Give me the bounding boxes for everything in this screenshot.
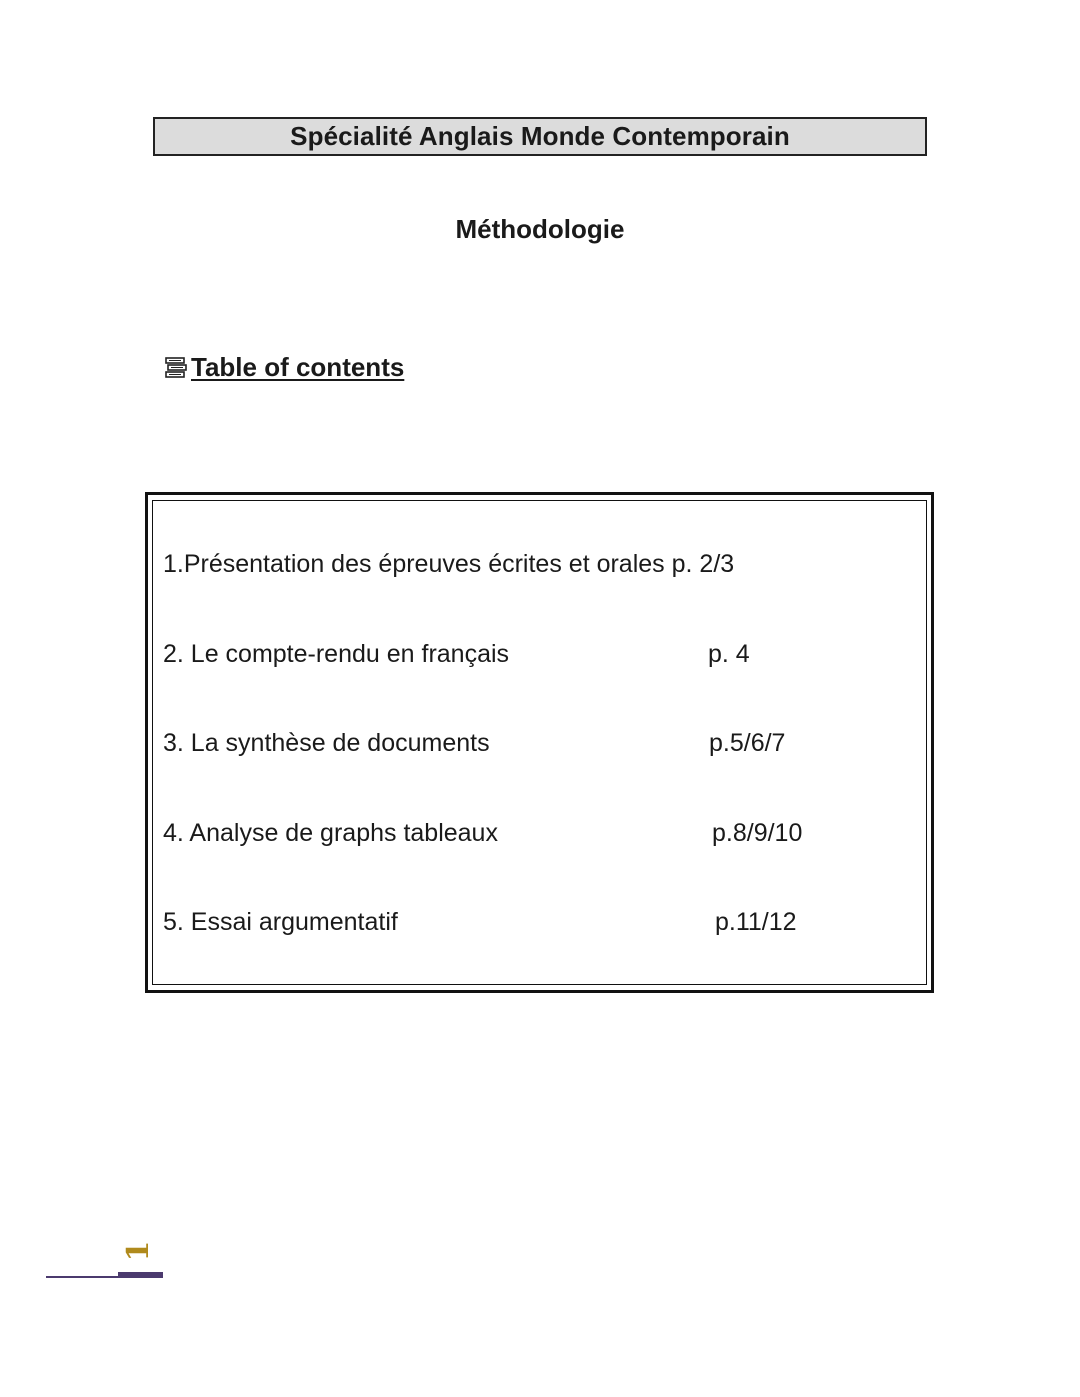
toc-entry-1-title: 1.Présentation des épreuves écrites et orales p. 2/3 <box>163 550 735 578</box>
toc-entry-5-page: p.11/12 <box>715 908 797 936</box>
books-icon <box>163 354 189 382</box>
document-title: Spécialité Anglais Monde Contemporain <box>290 121 790 151</box>
toc-entry-2-page: p. 4 <box>708 640 750 668</box>
document-header-box <box>153 117 927 156</box>
toc-entry-2-title: 2. Le compte-rendu en français <box>163 640 510 668</box>
toc-heading-label: Table of contents <box>191 352 405 382</box>
page-number: 1 <box>121 1240 156 1262</box>
toc-entry-3-page: p.5/6/7 <box>709 729 786 757</box>
toc-heading <box>163 352 404 383</box>
footer-rule-thick <box>118 1272 163 1278</box>
toc-entry-4-page: p.8/9/10 <box>712 819 803 847</box>
toc-entry-5-title: 5. Essai argumentatif <box>163 908 398 936</box>
toc-entry-3-title: 3. La synthèse de documents <box>163 729 490 757</box>
document-subtitle: Méthodologie <box>455 214 625 244</box>
toc-entry-4-title: 4. Analyse de graphs tableaux <box>163 819 498 847</box>
footer-rule-thin <box>46 1276 120 1278</box>
